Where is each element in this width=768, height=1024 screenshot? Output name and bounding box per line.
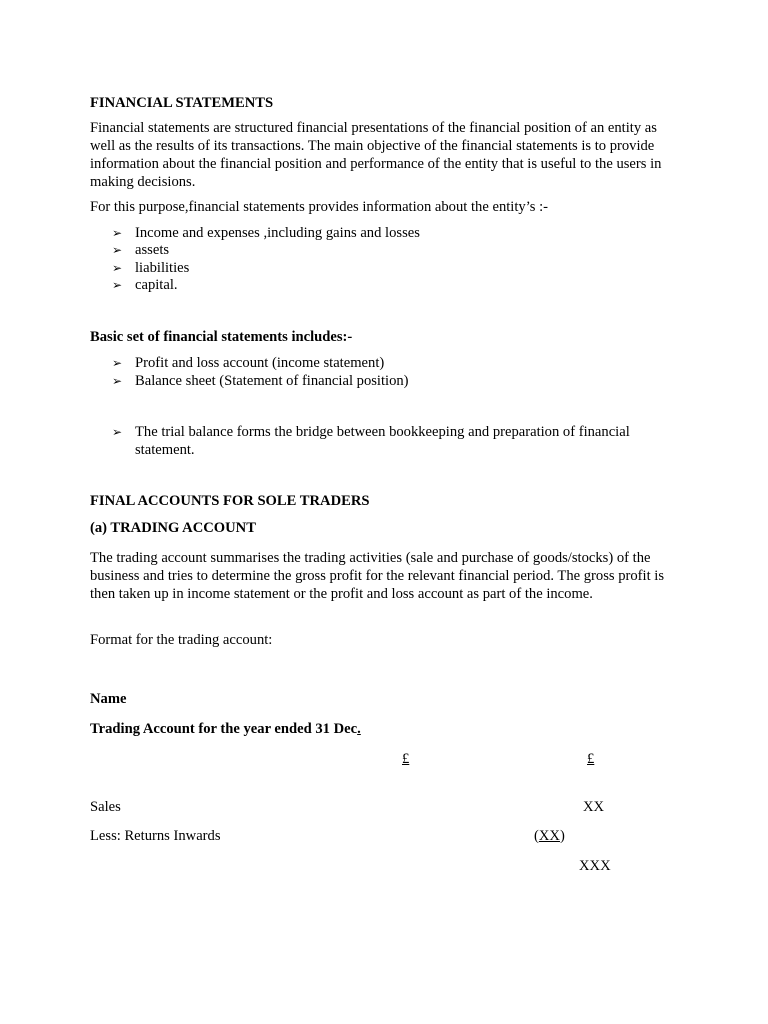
arrowhead-bullet-icon: ➢ xyxy=(112,226,123,240)
basic-set-heading: Basic set of financial statements includes:- xyxy=(90,329,353,345)
trading-account-title: Trading Account for the year ended 31 Dec. xyxy=(90,721,361,737)
arrowhead-bullet-icon: ➢ xyxy=(112,261,123,275)
row-label-returns-inwards: Less: Returns Inwards xyxy=(90,828,221,844)
row-label-sales: Sales xyxy=(90,799,121,815)
arrowhead-bullet-icon: ➢ xyxy=(112,425,123,439)
trading-paragraph: The trading account summarises the trading activities (sale and purchase of goods/stocks) of the business and tries to determine the gross profit for the relevant financial period. The gross profit is then taken up in income statement or the profit and loss account as part of the income. xyxy=(90,550,665,602)
heading-financial-statements: FINANCIAL STATEMENTS xyxy=(90,95,274,111)
document-page: FINANCIAL STATEMENTS Financial statements are structured financial presentations of the financial position of an entity as well as the results of its transactions. The main objective of the financial statements is to provide information about the financial position and performance of the entity that is useful to the users in making decisions. For this purpose,financial statements provides information about the entity’s :- ➢ Income and expenses ,including gains and losses ➢ assets ➢ liabilities ➢ capital. Basic set of financial statements includes:- ➢ Profit and loss account (income statement) ➢ Balance sheet (Statement of financial position) ➢ The trial balance forms the bridge between bookkeeping and preparation of financial statement. FINAL ACCOUNTS FOR SOLE TRADERS (a) TRADING ACCOUNT The trading account summarises the trading activities (sale and purchase of goods/stocks) of the business and tries to determine the gross profit for the relevant financial period. The gross profit is then taken up in income statement or the profit and loss account as part of the income. Format for the trading account: Name Trading Account for the year ended 31 Dec. £ £ Sales XX Less: Returns Inwards (XX) XXX xyxy=(0,0,768,1024)
purpose-line: For this purpose,financial statements provides information about the entity’s :- xyxy=(90,199,548,215)
row-value-total: XXX xyxy=(579,858,611,874)
currency-header-col1: £ xyxy=(402,751,410,767)
arrowhead-bullet-icon: ➢ xyxy=(112,278,123,292)
heading-final-accounts: FINAL ACCOUNTS FOR SOLE TRADERS xyxy=(90,493,370,509)
arrowhead-bullet-icon: ➢ xyxy=(112,356,123,370)
arrowhead-bullet-icon: ➢ xyxy=(112,374,123,388)
row-value-sales: XX xyxy=(583,799,605,815)
row-value-returns-inwards: (XX) xyxy=(534,828,565,844)
format-name-label: Name xyxy=(90,691,127,707)
heading-trading-account: (a) TRADING ACCOUNT xyxy=(90,520,256,536)
arrowhead-bullet-icon: ➢ xyxy=(112,243,123,257)
intro-paragraph: Financial statements are structured financial presentations of the financial position of an entity as well as the results of its transactions. The main objective of the financial statements is to provide information about the financial position and performance of the entity that is useful to the users in making decisions. xyxy=(90,120,662,190)
format-line: Format for the trading account: xyxy=(90,632,273,648)
currency-header-col2: £ xyxy=(587,751,595,767)
